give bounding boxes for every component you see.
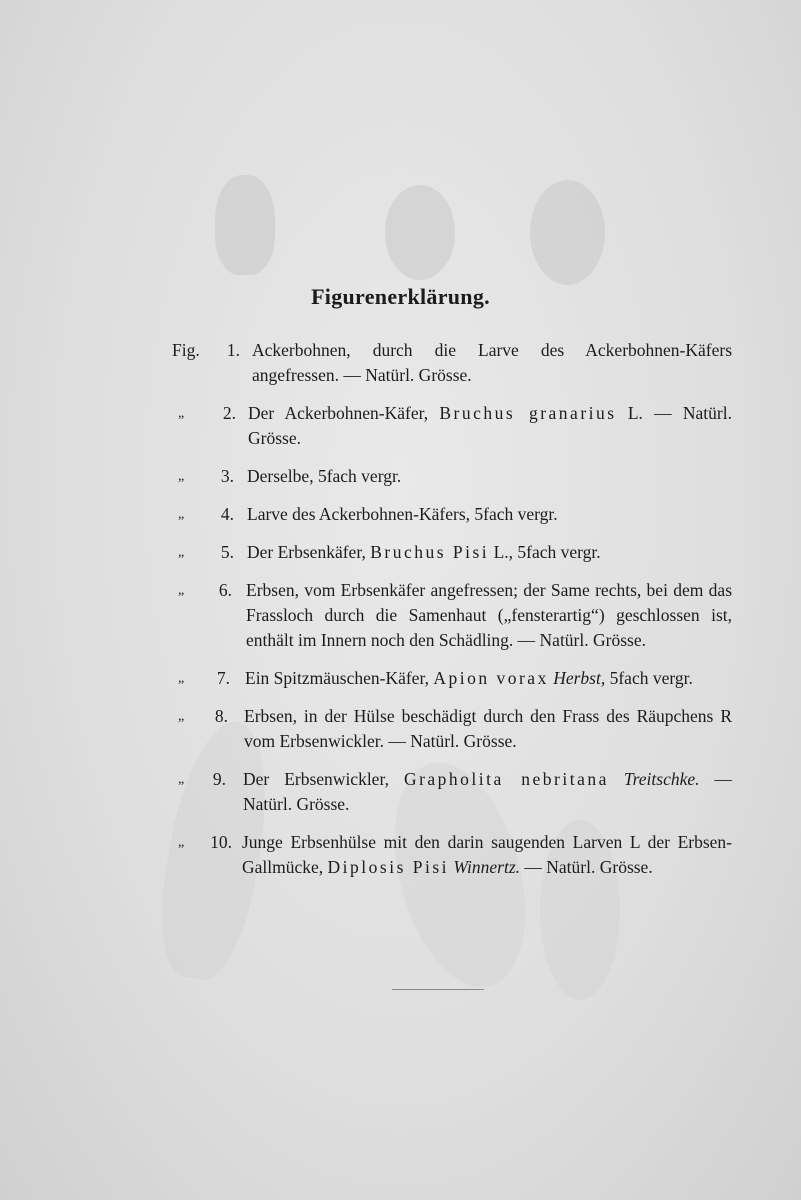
entry-number: 4. <box>220 504 234 524</box>
legend-entry <box>172 502 732 527</box>
entry-text: Ackerbohnen, durch die Larve des Ackerbohnen-Käfers angefressen. — Natürl. Grösse. <box>252 340 732 385</box>
entry-number: 1. <box>226 340 240 360</box>
bleed-through-bean <box>530 180 605 285</box>
entry-text: Der Ackerbohnen-Käfer, Bruchus granarius L. — Natürl. Grösse. <box>248 403 732 448</box>
species-name: Apion vorax <box>433 668 549 688</box>
species-name: Grapholita nebritana <box>403 769 609 789</box>
bleed-through-bean <box>385 185 455 280</box>
legend-entry <box>172 578 732 653</box>
legend-entry <box>172 464 732 489</box>
species-name: Bruchus Pisi <box>370 542 490 562</box>
entry-number: 9. <box>212 769 226 789</box>
ditto-mark: „ <box>178 545 185 560</box>
ditto-mark: „ <box>178 671 185 686</box>
fig-label: Fig. <box>172 340 200 360</box>
entry-number: 6. <box>218 580 232 600</box>
author-name: Winnertz. <box>453 857 521 877</box>
entry-number: 3. <box>220 466 234 486</box>
entry-text: Erbsen, vom Erbsenkäfer angefressen; der Same rechts, bei dem das Frassloch durch die Samenhaut („fensterartig“) geschlossen ist, enthält im Innern noch den Schädling. — Natürl. Grösse. <box>246 580 732 650</box>
bleed-through-beetle <box>215 175 275 275</box>
entry-number: 10. <box>210 832 232 852</box>
entry-text: Derselbe, 5fach vergr. <box>247 466 402 486</box>
legend-entry <box>172 666 732 691</box>
page-title: Figurenerklärung. <box>311 284 490 309</box>
entry-text: Ein Spitzmäuschen-Käfer, Apion vorax Herbst, 5fach vergr. <box>245 668 693 688</box>
entry-text: Junge Erbsenhülse mit den darin saugenden Larven L der Erbsen-Gallmücke, Diplosis Pisi Winnertz. — Natürl. Grösse. <box>242 832 732 877</box>
legend-entry <box>172 338 732 388</box>
entry-text: Erbsen, in der Hülse beschädigt durch den Frass des Räupchens R vom Erbsenwickler. — Natürl. Grösse. <box>244 706 732 751</box>
ditto-mark: „ <box>178 507 185 522</box>
entry-text: Larve des Ackerbohnen-Käfers, 5fach vergr. <box>247 504 558 524</box>
legend-entry <box>172 767 732 817</box>
legend-entry <box>172 540 732 565</box>
end-rule <box>392 989 484 990</box>
species-name: Diplosis Pisi <box>327 857 450 877</box>
ditto-mark: „ <box>178 772 185 787</box>
entry-number: 7. <box>216 668 230 688</box>
legend-entry <box>172 830 732 880</box>
ditto-mark: „ <box>178 709 185 724</box>
ditto-mark: „ <box>178 406 185 421</box>
entry-text: Der Erbsenkäfer, Bruchus Pisi L., 5fach vergr. <box>247 542 601 562</box>
entry-text: Der Erbsenwickler, Grapholita nebritana Treitschke. — Natürl. Grösse. <box>243 769 732 814</box>
ditto-mark: „ <box>178 835 185 850</box>
entry-number: 2. <box>222 403 236 423</box>
legend-entry <box>172 401 732 451</box>
ditto-mark: „ <box>178 469 185 484</box>
figure-legend-list <box>172 338 732 893</box>
author-name: Herbst, <box>553 668 606 688</box>
entry-number: 5. <box>220 542 234 562</box>
author-name: Treitschke. <box>623 769 700 789</box>
legend-entry <box>172 704 732 754</box>
ditto-mark: „ <box>178 583 185 598</box>
entry-number: 8. <box>214 706 228 726</box>
species-name: Bruchus granarius <box>439 403 617 423</box>
